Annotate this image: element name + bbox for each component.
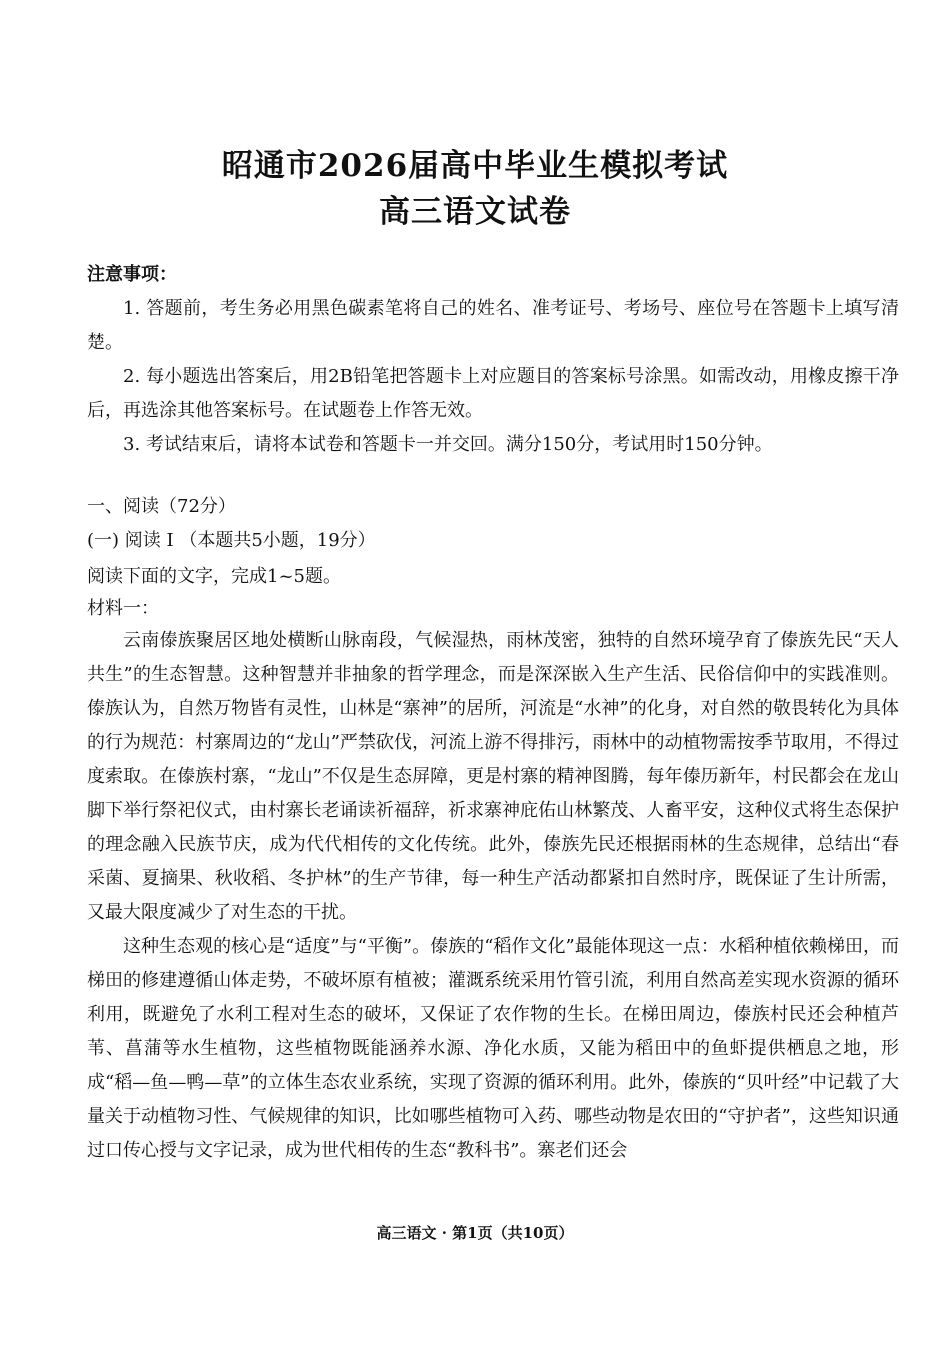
exam-subtitle: 高三语文试卷 [379, 194, 571, 230]
notice-heading: 注意事项： [87, 264, 177, 285]
exam-title: 昭通市2026届高中毕业生模拟考试 [221, 148, 729, 184]
notice-item-2: 2. 每小题选出答案后，用2B铅笔把答题卡上对应题目的答案标号涂黑。如需改动，用橡皮擦干净后，再选涂其他答案标号。在试题卷上作答无效。 [87, 366, 899, 421]
material-label: 材料一： [87, 598, 159, 619]
page-footer: 高三语文 · 第1页（共10页） [376, 1224, 574, 1242]
section-heading: 一、阅读（72分） [87, 496, 236, 517]
paragraph-2: 这种生态观的核心是“适度”与“平衡”。傣族的“稻作文化”最能体现这一点：水稻种植依赖梯田，而梯田的修建遵循山体走势，不破坏原有植被；灌溉系统采用竹管引流，利用自然高差实现水资源的循环利用，既避免了水利工程对生态的破坏，又保证了农作物的生长。在梯田周边，傣族村民还会种植芦苇、菖蒲等水生植物，这些植物既能涵养水源、净化水质，又能为稻田中的鱼虾提供栖息之地，形成“稻—鱼—鸭—草”的立体生态农业系统，实现了资源的循环利用。此外，傣族的“贝叶经”中记载了大量关于动植物习性、气候规律的知识，比如哪些植物可入药、哪些动物是农田的“守护者”，这些知识通过口传心授与文字记录，成为世代相传的生态“教科书”。寨老们还会 [87, 936, 899, 1161]
notice-item-3: 3. 考试结束后，请将本试卷和答题卡一并交回。满分150分，考试用时150分钟。 [123, 434, 773, 455]
instruction: 阅读下面的文字，完成1~5题。 [87, 566, 341, 587]
paragraph-1: 云南傣族聚居区地处横断山脉南段，气候湿热，雨林茂密，独特的自然环境孕育了傣族先民“天人共生”的生态智慧。这种智慧并非抽象的哲学理念，而是深深嵌入生产生活、民俗信仰中的实践准则。傣族认为，自然万物皆有灵性，山林是“寨神”的居所，河流是“水神”的化身，对自然的敬畏转化为具体的行为规范：村寨周边的“龙山”严禁砍伐，河流上游不得排污，雨林中的动植物需按季节取用，不得过度索取。在傣族村寨，“龙山”不仅是生态屏障，更是村寨的精神图腾，每年傣历新年，村民都会在龙山脚下举行祭祀仪式，由村寨长老诵读祈福辞，祈求寨神庇佑山林繁茂、人畜平安，这种仪式将生态保护的理念融入民族节庆，成为代代相传的文化传统。此外，傣族先民还根据雨林的生态规律，总结出“春采菌、夏摘果、秋收稻、冬护林”的生产节律，每一种生产活动都紧扣自然时序，既保证了生计所需，又最大限度减少了对生态的干扰。 [87, 630, 899, 923]
notice-item-1: 1. 答题前，考生务必用黑色碳素笔将自己的姓名、准考证号、考场号、座位号在答题卡上填写清楚。 [87, 298, 899, 353]
subsection-heading: (一) 阅读 I （本题共5小题，19分） [87, 530, 376, 551]
